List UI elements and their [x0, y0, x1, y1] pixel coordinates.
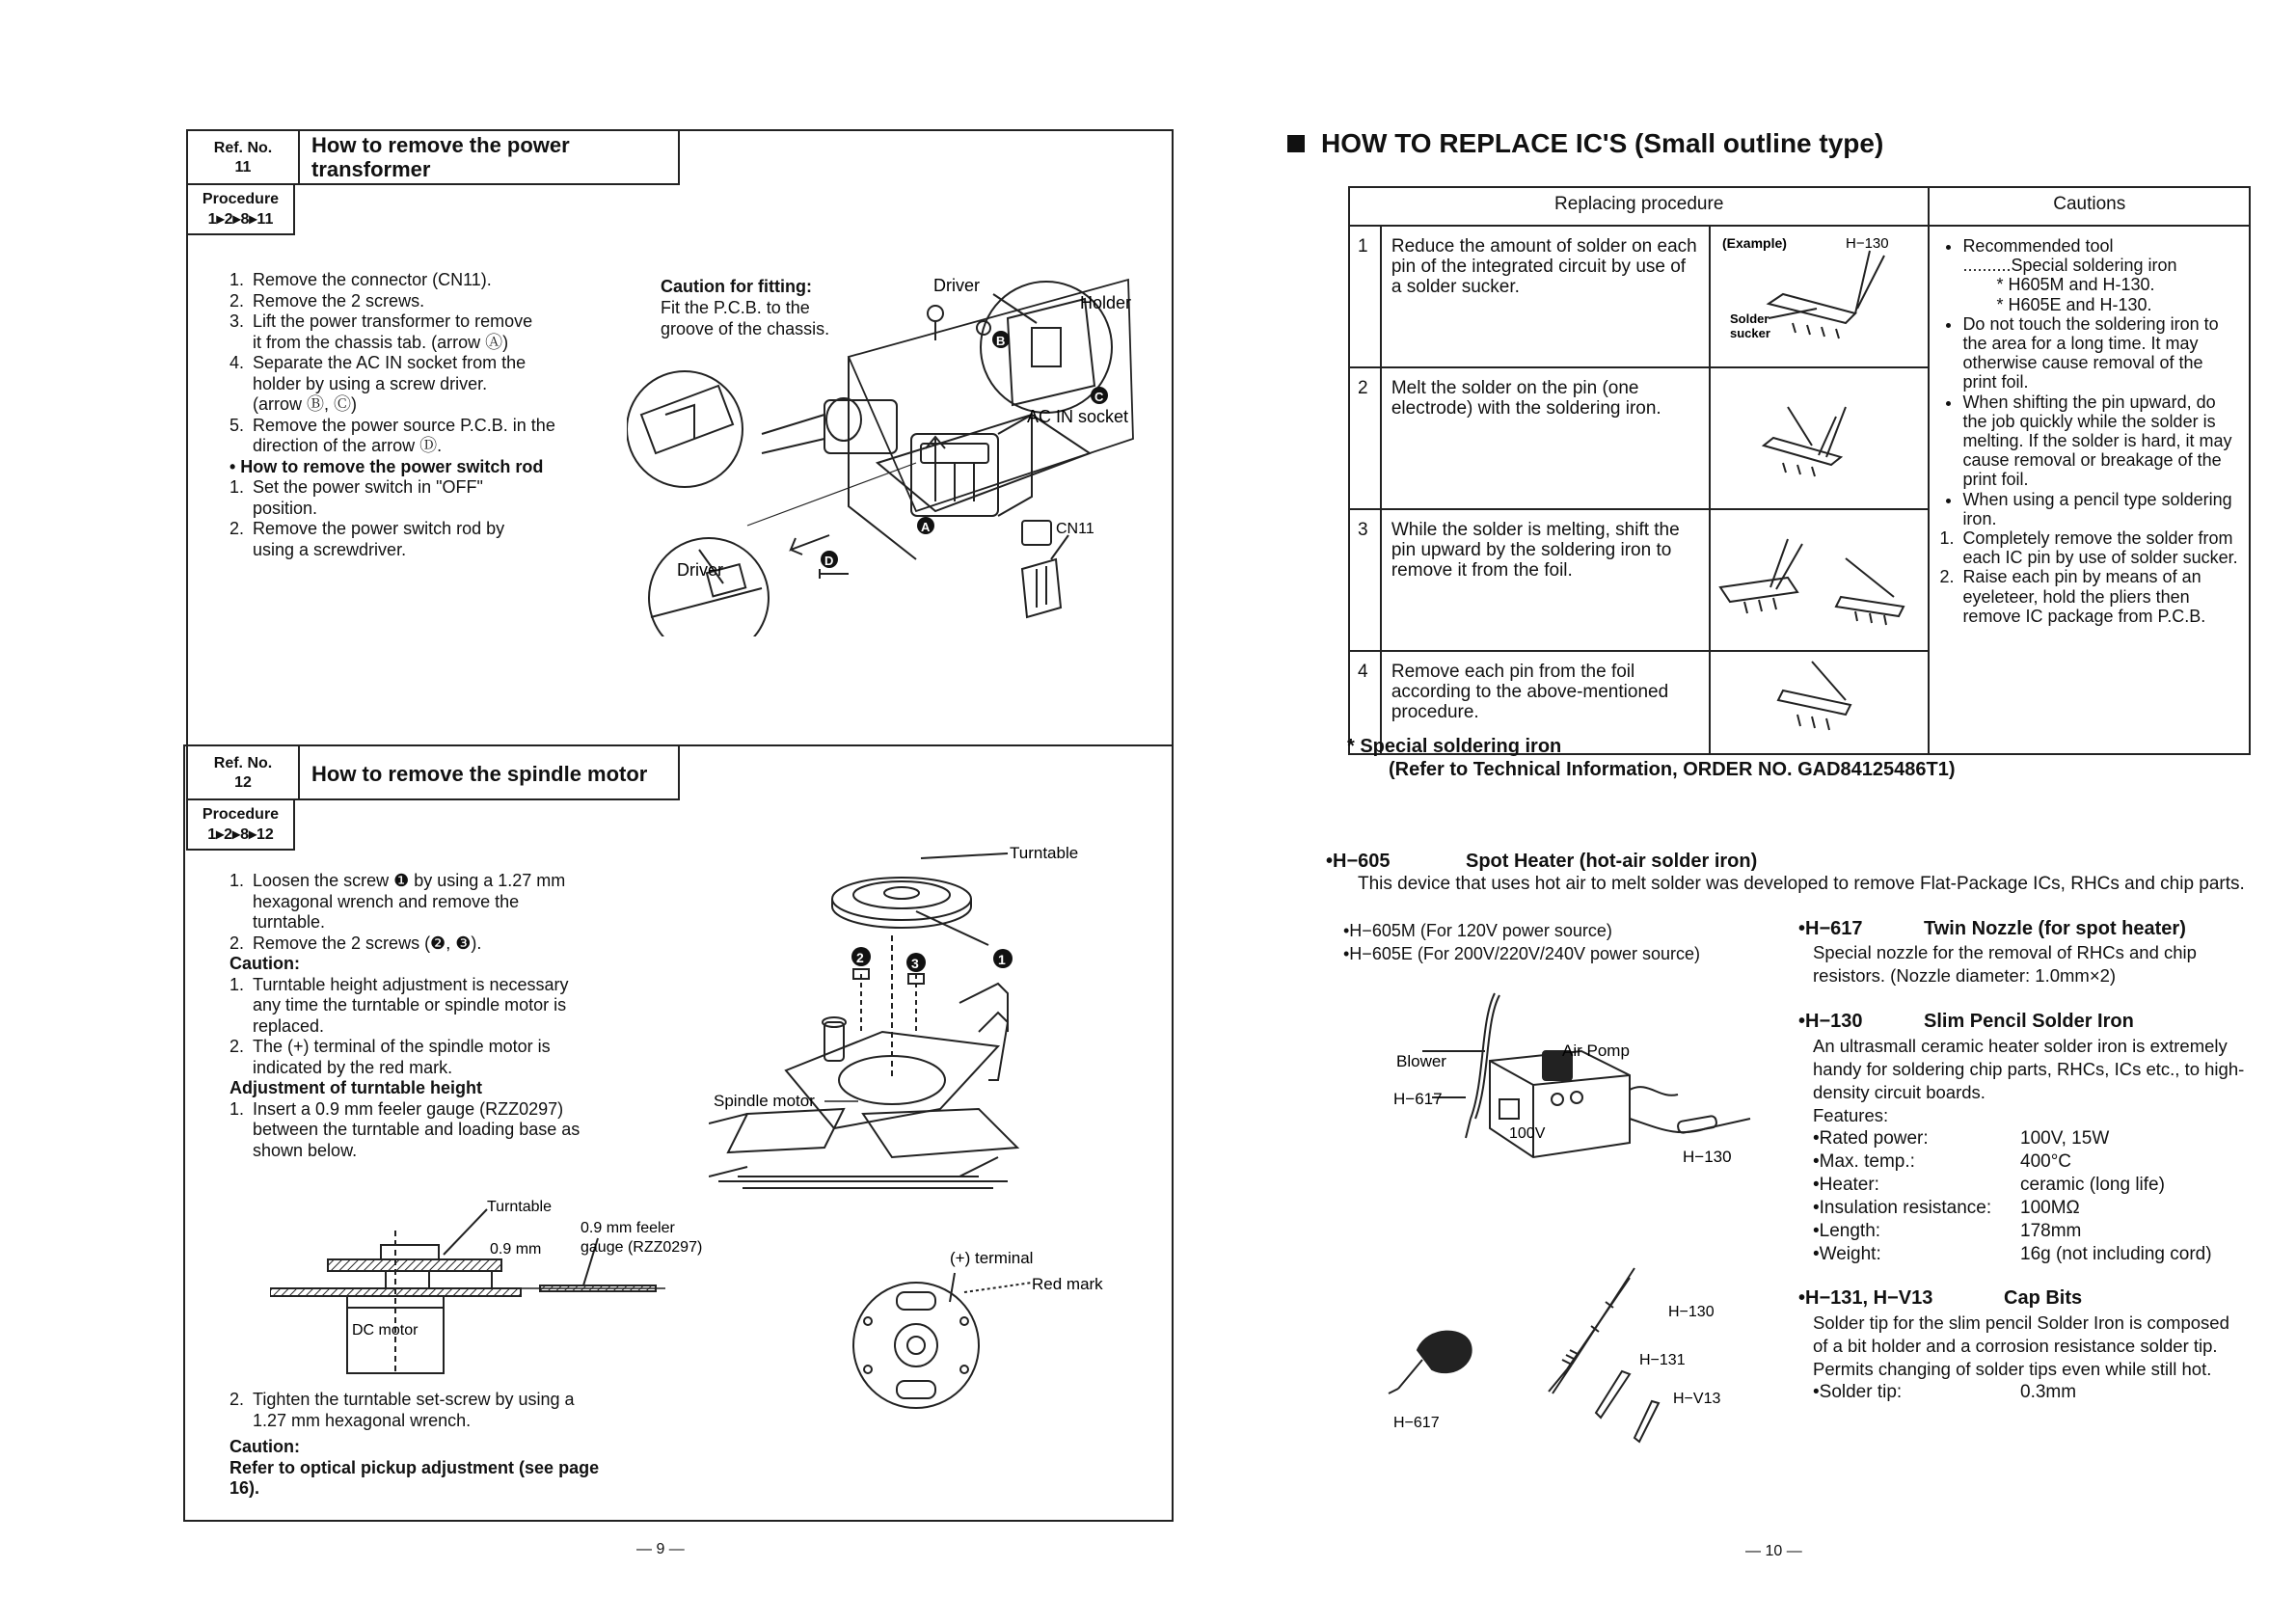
h130-desc-line: An ultrasmall ceramic heater solder iron is extremely	[1813, 1036, 2228, 1056]
caution-line: Fit the P.C.B. to the	[661, 298, 810, 317]
caution-bullet: • Do not touch the soldering iron to the area for a long time. It may otherwise cause removal of the print foil.	[1962, 314, 2239, 392]
procedure-value: 1▸2▸8▸11	[207, 211, 274, 228]
adjustment-heading: Adjustment of turntable height	[230, 1078, 482, 1097]
heading-square-icon	[1287, 135, 1305, 152]
h605-desc: This device that uses hot air to melt solder was developed to remove Flat-Package ICs, RHCs and chip parts.	[1358, 874, 2245, 894]
caution-step-1-cont2: replaced.	[253, 1015, 325, 1036]
adj-step-2-cont: 1.27 mm hexagonal wrench.	[253, 1410, 472, 1430]
row-illustration-2	[1710, 367, 1930, 509]
step-1-cont2: turntable.	[253, 912, 326, 932]
step-5: 5. Remove the power source P.C.B. in the	[230, 415, 555, 435]
label-turntable: Turntable	[1010, 844, 1079, 862]
row-number: 1	[1349, 226, 1381, 367]
svg-text:C: C	[1094, 390, 1104, 404]
special-iron-ref: (Refer to Technical Information, ORDER NO. GAD84125486T1)	[1389, 759, 1956, 780]
label-plus-terminal: (+) terminal	[950, 1249, 1034, 1267]
feature-row: •Rated power: 100V, 15W	[1813, 1128, 2110, 1149]
label-air-pomp: Air Pomp	[1562, 1041, 1630, 1060]
h617-name: Twin Nozzle (for spot heater)	[1924, 918, 2186, 939]
step-2: 2. Remove the 2 screws (❷, ❸).	[230, 933, 482, 953]
row-text: Reduce the amount of solder on each pin of the integrated circuit by use of a solder sucker.	[1381, 226, 1710, 367]
label-gap: 0.9 mm	[490, 1241, 542, 1258]
h131-desc-line: Permits changing of solder tips even while still hot.	[1813, 1359, 2212, 1379]
step-1: 1. Remove the connector (CN11).	[230, 270, 492, 289]
row-text: Remove each pin from the foil according to the above-mentioned procedure.	[1381, 651, 1710, 754]
label-red-mark: Red mark	[1032, 1275, 1103, 1293]
label-ac-in: AC IN socket	[1027, 407, 1129, 426]
ref-box-12	[186, 744, 300, 800]
step-4-cont2: (arrow Ⓑ, Ⓒ)	[253, 394, 357, 414]
feature-row: •Heater: ceramic (long life)	[1813, 1175, 2165, 1195]
h130-desc	[1813, 1035, 2276, 1266]
svg-text:1: 1	[998, 952, 1006, 967]
svg-text:B: B	[996, 334, 1006, 348]
label-turntable-2: Turntable	[487, 1199, 552, 1215]
h130-desc-line: density circuit boards.	[1813, 1082, 1985, 1102]
h131-desc	[1813, 1312, 2276, 1404]
label-dc-motor: DC motor	[352, 1322, 419, 1339]
feature-row: •Length: 178mm	[1813, 1221, 2082, 1241]
caution-label: Caution:	[230, 1437, 300, 1456]
svg-text:2: 2	[856, 950, 864, 965]
label-h130-station: H−130	[1683, 1148, 1732, 1166]
ref-number: 12	[234, 774, 252, 791]
label-feeler: 0.9 mm feeler	[581, 1220, 675, 1236]
caution-numbered: 1. Completely remove the solder from each IC pin by use of solder sucker.	[1939, 528, 2238, 568]
label-driver-top: Driver	[933, 276, 980, 295]
h131-desc-line: Solder tip for the slim pencil Solder Iron is composed	[1813, 1312, 2229, 1333]
label-sucker: sucker	[1729, 326, 1770, 340]
step-1: 1. Loosen the screw ❶ by using a 1.27 mm	[230, 871, 566, 890]
row-illustration-1	[1710, 226, 1930, 367]
feature-row: •Insulation resistance: 100MΩ	[1813, 1198, 2080, 1218]
caution-text: Refer to optical pickup adjustment (see page	[230, 1457, 600, 1477]
turntable-height-diagram	[270, 1192, 714, 1375]
h605-variant-1: •H−605M (For 120V power source)	[1343, 921, 1612, 940]
row-illustration-3	[1710, 509, 1930, 651]
title-box-12	[298, 744, 680, 800]
sub-step-1: 1. Set the power switch in "OFF"	[230, 477, 483, 497]
step-2: 2. Remove the 2 screws.	[230, 290, 425, 311]
svg-text:3: 3	[911, 956, 919, 971]
label-h130-tool: H−130	[1668, 1304, 1715, 1320]
final-steps-12	[230, 1390, 654, 1500]
screw-2-mark	[851, 947, 871, 966]
procedure-value: 1▸2▸8▸12	[207, 826, 274, 843]
label-driver-bottom: Driver	[677, 560, 723, 580]
ref-label: Ref. No.	[213, 755, 273, 771]
row-text: While the solder is melting, shift the pin upward by the soldering iron to remove it from the foil.	[1381, 509, 1710, 651]
steps-11	[230, 270, 606, 560]
tools-diagram	[1360, 1258, 1765, 1451]
h131-desc-line: of a bit holder and a corrosion resistance solder tip.	[1813, 1336, 2218, 1356]
h605-name: Spot Heater (hot-air solder iron)	[1466, 851, 1758, 872]
ref-number: 11	[234, 159, 252, 176]
label-example: (Example)	[1721, 235, 1787, 251]
h130-code: •H−130	[1798, 1011, 1863, 1032]
row-illustration-4	[1710, 651, 1930, 754]
adj-step-2: 2. Tighten the turntable set-screw by using a	[230, 1390, 575, 1409]
adj-step-1-cont: between the turntable and loading base as	[253, 1120, 581, 1139]
row-text: Melt the solder on the pin (one electrode) with the soldering iron.	[1381, 367, 1710, 509]
page-heading: HOW TO REPLACE IC'S (Small outline type)	[1321, 128, 1884, 158]
step-3: 3. Lift the power transformer to remove	[230, 311, 533, 331]
feature-row: •Weight: 16g (not including cord)	[1813, 1244, 2212, 1264]
svg-text:A: A	[921, 520, 931, 534]
procedure-label: Procedure	[202, 806, 280, 823]
caution-numbered: 2. Raise each pin by means of an eyeleteer, hold the pliers then remove IC package from P.C.B.	[1939, 567, 2206, 626]
h617-code: •H−617	[1798, 918, 1863, 939]
caution-text-cont: 16).	[230, 1478, 260, 1498]
screw-1-mark	[993, 949, 1013, 968]
transformer-diagram	[627, 270, 1148, 636]
sub-step-1-cont: position.	[253, 498, 318, 518]
label-cn11: CN11	[1056, 521, 1094, 537]
sub-step-2-cont: using a screwdriver.	[253, 539, 407, 559]
h130-name: Slim Pencil Solder Iron	[1924, 1011, 2134, 1032]
h605-variant-2: •H−605E (For 200V/220V/240V power source)	[1343, 944, 1701, 963]
label-spindle-motor: Spindle motor	[714, 1092, 815, 1110]
label-h131-tool: H−131	[1639, 1352, 1686, 1368]
adj-step-1-cont2: shown below.	[253, 1140, 358, 1160]
label-voltage: 100V	[1509, 1125, 1546, 1142]
ref-label: Ref. No.	[213, 140, 273, 156]
mark-a	[917, 517, 934, 534]
spindle-motor-diagram	[709, 839, 1123, 1196]
row-number: 2	[1349, 367, 1381, 509]
label-holder: Holder	[1080, 293, 1132, 312]
cautions-cell	[1929, 226, 2250, 754]
h131-code: •H−131, H−V13	[1798, 1287, 1933, 1309]
caution-label: Caution:	[230, 954, 300, 973]
row-number: 3	[1349, 509, 1381, 651]
ref-box-11	[186, 129, 300, 185]
label-solder: Solder	[1729, 311, 1769, 326]
caution-step-2: 2. The (+) terminal of the spindle motor is	[230, 1037, 551, 1056]
sub-step-2: 2. Remove the power switch rod by	[230, 519, 505, 538]
h130-desc-line: handy for soldering chip parts, RHCs, ICs etc., to high-	[1813, 1059, 2245, 1079]
step-4-cont: holder by using a screw driver.	[253, 373, 488, 393]
mark-b	[992, 331, 1010, 348]
procedure-box-12	[186, 798, 295, 851]
label-hv13-tool: H−V13	[1673, 1391, 1721, 1407]
page-number-right: — 10 —	[1745, 1543, 1802, 1559]
section-title-cont: transformer	[311, 157, 431, 181]
label-h617-tool: H−617	[1393, 1415, 1440, 1431]
motor-terminal-diagram	[844, 1234, 1123, 1437]
section-title: How to remove the spindle motor	[311, 762, 648, 786]
solder-tip-row: •Solder tip: 0.3mm	[1813, 1382, 2077, 1402]
features-label: Features:	[1813, 1105, 1889, 1125]
section-title: How to remove the power	[311, 133, 570, 157]
caution-bullet: • Recommended tool ..........Special soldering iron * H605M and H-130. * H605E and H-130.	[1962, 236, 2239, 314]
caution-title: Caution for fitting:	[661, 277, 812, 296]
step-4: 4. Separate the AC IN socket from the	[230, 353, 527, 372]
procedure-label: Procedure	[202, 191, 280, 207]
page-number-left: — 9 —	[636, 1541, 685, 1557]
h605-code: •H−605	[1326, 851, 1391, 872]
mark-c	[1091, 387, 1108, 404]
adj-step-1: 1. Insert a 0.9 mm feeler gauge (RZZ0297)	[230, 1098, 564, 1119]
mark-d	[821, 551, 838, 568]
h131-name: Cap Bits	[2004, 1287, 2083, 1309]
spot-heater-diagram	[1389, 984, 1755, 1196]
caution-step-1: 1. Turntable height adjustment is necessary	[230, 974, 569, 994]
caution-bullet: • When using a pencil type soldering iron.	[1962, 490, 2239, 528]
label-h130: H−130	[1845, 235, 1889, 252]
step-5-cont: direction of the arrow Ⓓ.	[253, 436, 443, 455]
h617-desc: Special nozzle for the removal of RHCs and chip	[1813, 942, 2197, 962]
replace-procedure-table	[1348, 186, 2251, 755]
title-box-11	[298, 129, 680, 185]
row-number: 4	[1349, 651, 1381, 754]
screw-3-mark	[906, 953, 926, 972]
step-3-cont: it from the chassis tab. (arrow Ⓐ)	[253, 332, 509, 352]
col-header-cautions: Cautions	[1929, 187, 2250, 226]
step-1-cont: hexagonal wrench and remove the	[253, 891, 520, 911]
h617-desc-cont: resistors. (Nozzle diameter: 1.0mm×2)	[1813, 965, 2117, 986]
special-iron-title: * Special soldering iron	[1347, 736, 1562, 757]
label-h617: H−617	[1393, 1090, 1443, 1108]
caution-line: groove of the chassis.	[661, 319, 830, 338]
caution-step-1-cont: any time the turntable or spindle motor is	[253, 995, 567, 1014]
label-blower: Blower	[1396, 1052, 1446, 1070]
procedure-box-11	[186, 183, 295, 235]
label-feeler-cont: gauge (RZZ0297)	[581, 1239, 703, 1256]
steps-12	[230, 871, 635, 1161]
sub-heading: • How to remove the power switch rod	[230, 456, 544, 476]
svg-text:D: D	[824, 554, 834, 568]
feature-row: •Max. temp.: 400°C	[1813, 1151, 2072, 1172]
caution-bullet: • When shifting the pin upward, do the job quickly while the solder is melting. If the solder is hard, it may cause removal or breakage of the print foil.	[1962, 392, 2239, 490]
caution-step-2-cont: indicated by the red mark.	[253, 1057, 453, 1077]
col-header-procedure: Replacing procedure	[1349, 187, 1929, 226]
